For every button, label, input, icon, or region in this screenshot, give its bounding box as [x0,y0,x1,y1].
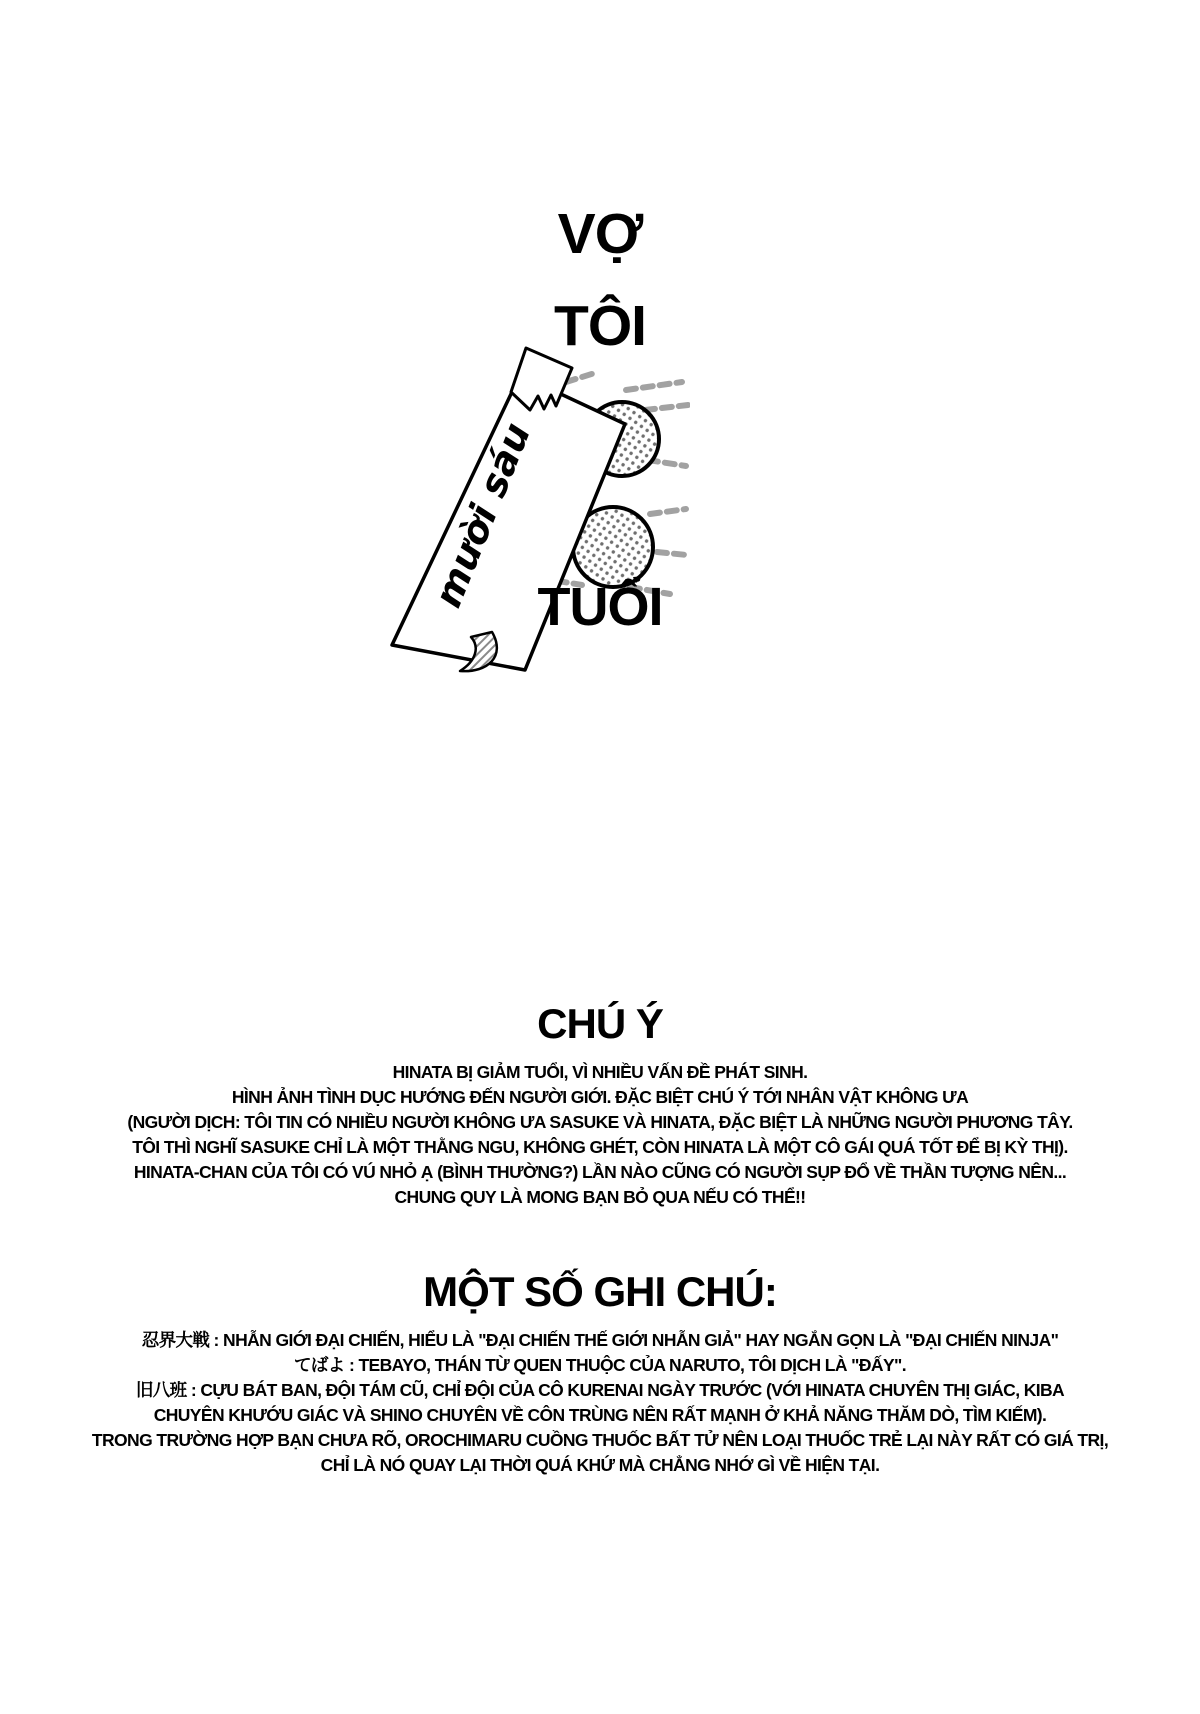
notice-heading: CHÚ Ý [537,1000,663,1047]
sixteen-banner-illustration [330,342,690,702]
title-word-tuoi: TUỔI [537,577,663,637]
note-line: てばよ : TEBAYO, THÁN TỪ QUEN THUỘC CỦA NARUTO, TÔI DỊCH LÀ "ĐẤY". [294,1355,906,1375]
title-word-vo: VỢ [557,202,643,266]
note-line: TRONG TRƯỜNG HỢP BẠN CHƯA RÕ, OROCHIMARU CUỒNG THUỐC BẤT TỬ NÊN LOẠI THUỐC TRẺ LẠI NÀY RẤT CÓ GIÁ TRỊ, [91,1430,1109,1450]
notice-line: HINATA-CHAN CỦA TÔI CÓ VÚ NHỎ Ạ (BÌNH THƯỜNG?) LẦN NÀO CŨNG CÓ NGƯỜI SỤP ĐỔ VỀ THẦN TƯỢNG NÊN... [133,1162,1067,1182]
note-line: CHỈ LÀ NÓ QUAY LẠI THỜI QUÁ KHỨ MÀ CHẲNG NHỚ GÌ VỀ HIỆN TẠI. [320,1455,880,1475]
notice-line: CHUNG QUY LÀ MONG BẠN BỎ QUA NẾU CÓ THỂ!! [394,1187,806,1207]
banner-handwritten-label: mười sáu [425,416,540,614]
notice-line: (NGƯỜI DỊCH: TÔI TIN CÓ NHIỀU NGƯỜI KHÔNG ƯA SASUKE VÀ HINATA, ĐẶC BIỆT LÀ NHỮNG NGƯỜI PHƯƠNG TÂY. [127,1112,1073,1132]
notes-heading: MỘT SỐ GHI CHÚ: [423,1268,777,1315]
notice-line: HÌNH ẢNH TÌNH DỤC HƯỚNG ĐẾN NGƯỜI GIỚI. ĐẶC BIỆT CHÚ Ý TỚI NHÂN VẬT KHÔNG ƯA [231,1087,969,1107]
note-line: 旧八班 : CỰU BÁT BAN, ĐỘI TÁM CŨ, CHỈ ĐỘI CỦA CÔ KURENAI NGÀY TRƯỚC (VỚI HINATA CHUYÊN THỊ GIÁC, KIBA [135,1380,1065,1400]
notice-section [0,1000,1200,1210]
title-word-toi: TÔI [554,294,646,358]
notice-line: TÔI THÌ NGHĨ SASUKE CHỈ LÀ MỘT THẰNG NGU, KHÔNG GHÉT, CÒN HINATA LÀ MỘT CÔ GÁI QUÁ TỐT ĐỂ BỊ KỲ THỊ). [132,1137,1068,1157]
notice-line: HINATA BỊ GIẢM TUỔI, VÌ NHIỀU VẤN ĐỀ PHÁT SINH. [392,1062,808,1082]
note-line: 忍界大戦 : NHẪN GIỚI ĐẠI CHIẾN, HIỂU LÀ "ĐẠI CHIẾN THẾ GIỚI NHẪN GIẢ" HAY NGẮN GỌN LÀ "ĐẠI CHIẾN NINJA" [141,1330,1059,1350]
note-line: CHUYÊN KHƯỚU GIÁC VÀ SHINO CHUYÊN VỀ CÔN TRÙNG NÊN RẤT MẠNH Ở KHẢ NĂNG THĂM DÒ, TÌM KIẾM). [153,1405,1047,1425]
notes-section [0,1268,1200,1478]
